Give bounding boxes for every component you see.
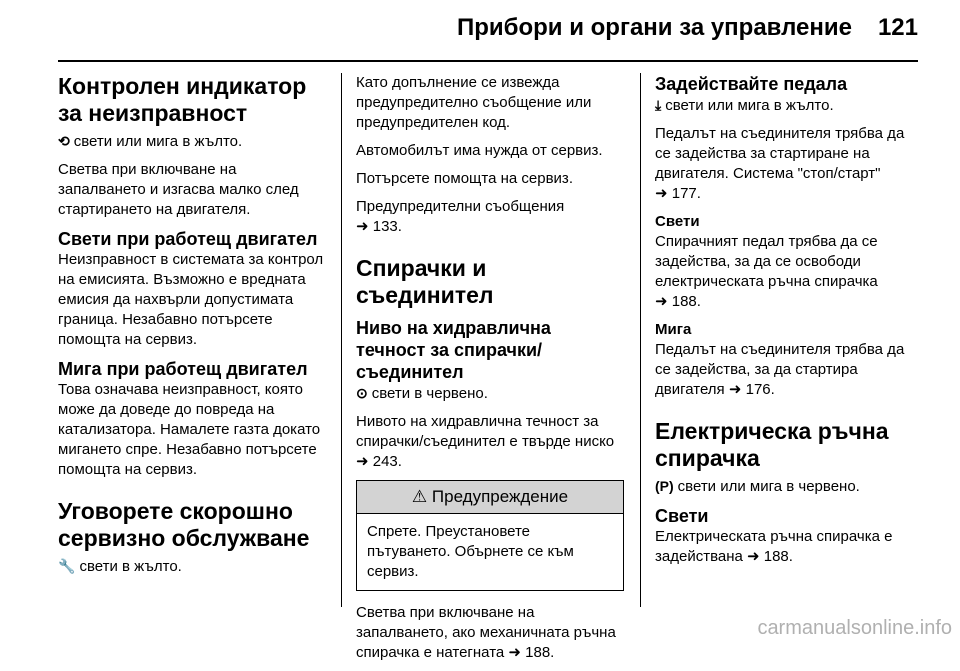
page-reference: ➜ 188. [508,644,555,661]
page-reference: ➜ 188. [747,548,793,565]
section-title: Електрическа ръчна спирачка [655,418,889,471]
warning-body: Спрете. Преустановете пътуването. Обърнете се към сервиз. [367,523,574,580]
paragraph: Нивото на хидравлична течност за спирачки/съединител е твърде ниско ➜ 243. [356,413,615,470]
paragraph: Електрическата ръчна спирачка е задействана ➜ 188. [655,528,893,565]
page-reference: ➜ 177. [655,185,701,202]
subsection-title: Мига [655,321,692,338]
warning-icon: ⚠ [411,487,428,506]
section-title: Спирачки и съединител [356,255,494,308]
indicator-line [655,476,923,497]
indicator-line [356,383,624,404]
warning-title: Предупреждение [431,487,569,506]
paragraph: Светва при включване на запалването, ако механичната ръчна спирачка е натегната ➜ 188. [356,604,616,661]
indicator-text: свети в червено. [371,385,488,402]
column-2 [356,73,624,671]
parking-brake-icon: (P) [655,478,674,494]
indicator-text: свети или мига в жълто. [665,97,834,114]
paragraph: Педалът на съединителя трябва да се задейства за стартиране на двигателя. Система "стоп/старт" ➜ 177. [655,125,905,202]
header-rule [58,60,918,62]
page-reference: ➜ 176. [728,381,775,398]
indicator-text: свети или мига в червено. [677,478,860,495]
paragraph: Спирачният педал трябва да се задейства, за да се освободи електрическата ръчна спирачка ➜ 188. [655,233,878,310]
brake-fluid-icon: ⊙ [356,385,368,401]
indicator-line [58,131,326,152]
paragraph: Предупредителни съобщения ➜ 133. [356,198,565,235]
paragraph: Светва при включване на запалването и изгасва малко след стартирането на двигателя. [58,161,299,218]
pedal-icon: ⤓ [655,97,662,113]
paragraph: Потърсете помощта на сервиз. [356,170,573,187]
subsection-title: Свети при работещ двигател [58,229,318,249]
column-divider [640,73,641,607]
paragraph: Неизправност в системата за контрол на емисията. Възможно е вредната емисия да нахвърли допустимата граница. Незабавно потърсете помощта на сервиз. [58,251,324,348]
engine-check-icon: ⟲ [58,133,70,149]
subsection-title: Мига при работещ двигател [58,359,308,379]
indicator-line [655,95,923,116]
paragraph: Автомобилът има нужда от сервиз. [356,142,603,159]
section-title: Контролен индикатор за неизправност [58,73,307,126]
warning-header [357,481,623,514]
page-reference: ➜ 133. [356,218,402,235]
service-wrench-icon: 🔧 [58,558,76,574]
watermark: carmanualsonline.info [757,617,952,639]
paragraph: Като допълнение се извежда предупредително съобщение или предупредителен код. [356,74,592,131]
indicator-text: свети в жълто. [79,558,182,575]
paragraph: Педалът на съединителя трябва да се задейства, за да стартира двигателя ➜ 176. [655,341,905,398]
column-1 [58,73,326,585]
subsection-title: Задействайте педала [655,74,848,94]
page-number: 121 [877,14,918,41]
subsection-title: Свети [655,506,709,526]
subsection-title: Ниво на хидравлична течност за спирачки/съединител [356,318,551,382]
warning-box [356,480,624,591]
page-header [0,0,960,60]
subsection-title: Свети [655,213,700,230]
page-title: Прибори и органи за управление [456,14,852,41]
indicator-line [58,556,326,577]
column-divider [341,73,342,607]
page-reference: ➜ 243. [356,453,402,470]
indicator-text: свети или мига в жълто. [73,133,243,150]
column-3 [655,73,923,575]
page-reference: ➜ 188. [655,293,701,310]
section-title: Уговорете скорошно сервизно обслужване [58,498,310,551]
paragraph: Това означава неизправност, която може да доведе до повреда на катализатора. Намалете газта докато мигането спре. Незабавно потърсете помощта на сервиз. [58,381,321,478]
